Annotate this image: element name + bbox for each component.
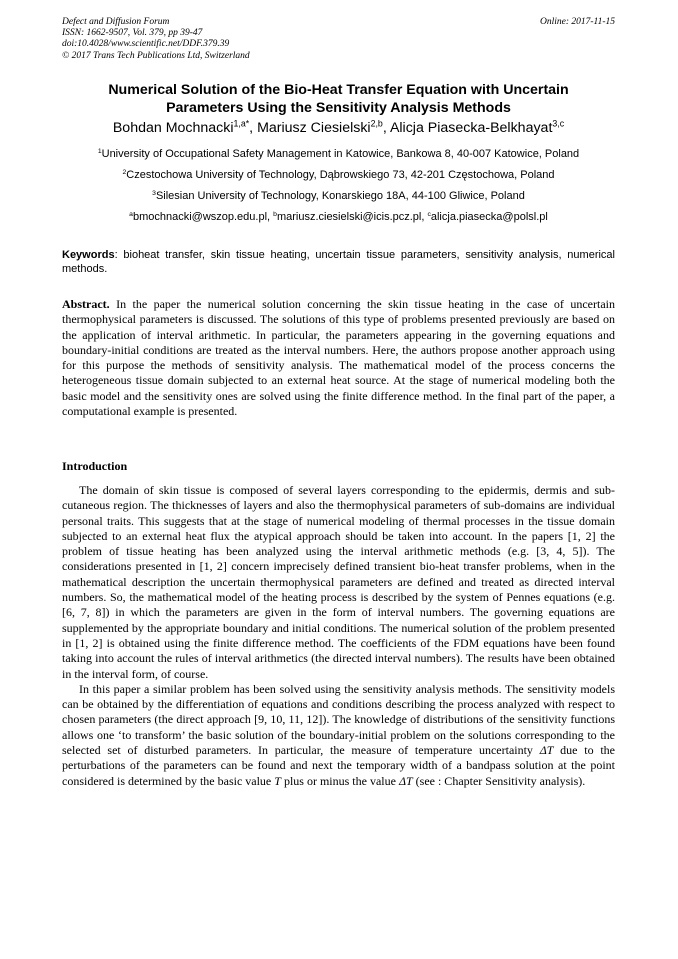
online-date: Online: 2017-11-15 — [539, 17, 615, 27]
author-sup: 3,c — [552, 118, 565, 129]
journal-name: Defect and Diffusion Forum — [62, 17, 170, 27]
issn-line: ISSN: 1662-9507, Vol. 379, pp 39-47 — [62, 28, 203, 39]
abstract-label: Abstract. — [62, 297, 110, 311]
affiliation-1 — [55, 148, 622, 161]
intro-paragraph-2 — [62, 682, 615, 789]
para2-text-b: due to the perturbations of the parameters can be found and next the temporary width of a bandpass solution at the point considered is determined by the basic value — [62, 743, 615, 788]
section-heading-introduction: Introduction — [62, 459, 128, 473]
email-link[interactable]: alicja.piasecka@polsl.pl — [430, 211, 548, 223]
author-sep: , — [249, 120, 258, 136]
affiliation-text: Czestochowa University of Technology, Dąbrowskiego 73, 42-201 Częstochowa, Poland — [126, 169, 555, 181]
keywords-label: Keywords — [62, 249, 115, 261]
affiliation-sup: 3 — [152, 189, 156, 197]
author-sup: 1,a* — [233, 118, 250, 129]
email-list — [55, 211, 622, 224]
email-link[interactable]: mariusz.ciesielski@icis.pcz.pl, — [276, 211, 428, 223]
keywords-text: : bioheat transfer, skin tissue heating, uncertain tissue parameters, sensitivity analysis, numerical methods. — [62, 249, 615, 275]
copyright-line: © 2017 Trans Tech Publications Ltd, Switzerland — [62, 50, 250, 61]
affiliation-text: Silesian University of Technology, Konarskiego 18A, 44-100 Gliwice, Poland — [155, 190, 525, 202]
delta-t-symbol: ΔT — [539, 743, 554, 758]
delta-t-symbol: ΔT — [398, 773, 413, 788]
affiliation-sup: 2 — [122, 168, 127, 176]
affiliation-2 — [55, 169, 622, 182]
para2-text-a: In this paper a similar problem has been solved using the sensitivity analysis methods. The sensitivity models can be obtained by the differentiation of equations and conditions describing the process analyzed with respect to chosen parameters (the direct approach [9, 10, 11, 12]). The knowledge of distributions of the sensitivity functions allows one ‘to transform’ the basic solution of the boundary-initial problem on the solutions corresponding to the selected set of disturbed parameters. In particular, the measure of temperature uncertainty — [62, 681, 615, 758]
author-name: Bohdan Mochnacki — [112, 120, 234, 136]
paper-title — [62, 82, 615, 117]
author-list — [62, 119, 615, 137]
email-sup: c — [427, 210, 431, 218]
affiliation-text: University of Occupational Safety Management in Katowice, Bankowa 8, 40-007 Katowice, Poland — [101, 148, 580, 160]
title-line-1: Numerical Solution of the Bio-Heat Transfer Equation with Uncertain — [108, 82, 569, 98]
t-symbol: T — [274, 773, 281, 788]
email-sup: a — [129, 210, 133, 218]
author-sup: 2,b — [370, 118, 383, 129]
intro-paragraph-1: The domain of skin tissue is composed of several layers corresponding to the epidermis, dermis and sub-cutaneous region. The thicknesses of layers and also the thermophysical parameters of sub-domains are individual personal traits. This suggests that at the stage of numerical modeling of thermal processes in the tissue domain subjected to an external heat flux the atypical approach should be taken into account. In the papers [1, 2] the problem of tissue heating has been analyzed using the interval arithmetic methods (e.g. [3, 4, 5]). The considerations presented in [1, 2] concern imprecisely defined transient bio-heat transfer problems, when in the mathematical description the uncertain thermophysical parameters are defined and treated as directed interval numbers. So, the mathematical model of the heating process is described by the system of Pennes equations (e.g. [6, 7, 8]) in which the parameters are given in the form of interval numbers. The governing equations are supplemented by the appropriate boundary and initial conditions. The numerical solution of the problem presented in [1, 2] is obtained using the finite difference method. The coefficients of the FDM equations have been found taking into account the rules of interval arithmetics (the directed interval numbers). The results have been obtained in the interval form, of course. — [62, 483, 615, 681]
para2-text-c: plus or minus the value — [280, 773, 399, 788]
abstract-text: In the paper the numerical solution concerning the skin tissue heating in the case of uncertain thermophysical parameters is discussed. The solutions of this type of problems presented previously are based on the application of interval arithmetic. In particular, the parameters appearing in the governing equations and boundary-initial conditions are treated as the interval numbers. Here, the authors propose another approach using for this purpose the methods of sensitivity analysis. The mathematical model of the process concerns the heterogeneous tissue domain subjected to an external heat source. At the stage of numerical modeling both the basic model and the sensitivity ones are solved using the finite difference method. In the final part of the paper, a computational example is presented. — [62, 297, 615, 419]
email-sup: b — [273, 210, 277, 218]
para2-text-d: (see : Chapter Sensitivity analysis). — [412, 773, 586, 788]
affiliation-sup: 1 — [97, 147, 102, 155]
journal-header — [62, 17, 250, 62]
keywords-block — [62, 248, 615, 276]
introduction-body — [62, 483, 615, 789]
author-name: Alicja Piasecka-Belkhayat — [389, 120, 553, 136]
affiliation-3 — [55, 190, 622, 203]
abstract-block — [62, 297, 615, 419]
author-name: Mariusz Ciesielski — [257, 120, 371, 136]
title-line-2: Parameters Using the Sensitivity Analysis Methods — [166, 99, 511, 116]
email-link[interactable]: bmochnacki@wszop.edu.pl, — [132, 211, 274, 223]
author-sep: , — [382, 120, 390, 136]
doi-line[interactable]: doi:10.4028/www.scientific.net/DDF.379.39 — [62, 39, 230, 50]
